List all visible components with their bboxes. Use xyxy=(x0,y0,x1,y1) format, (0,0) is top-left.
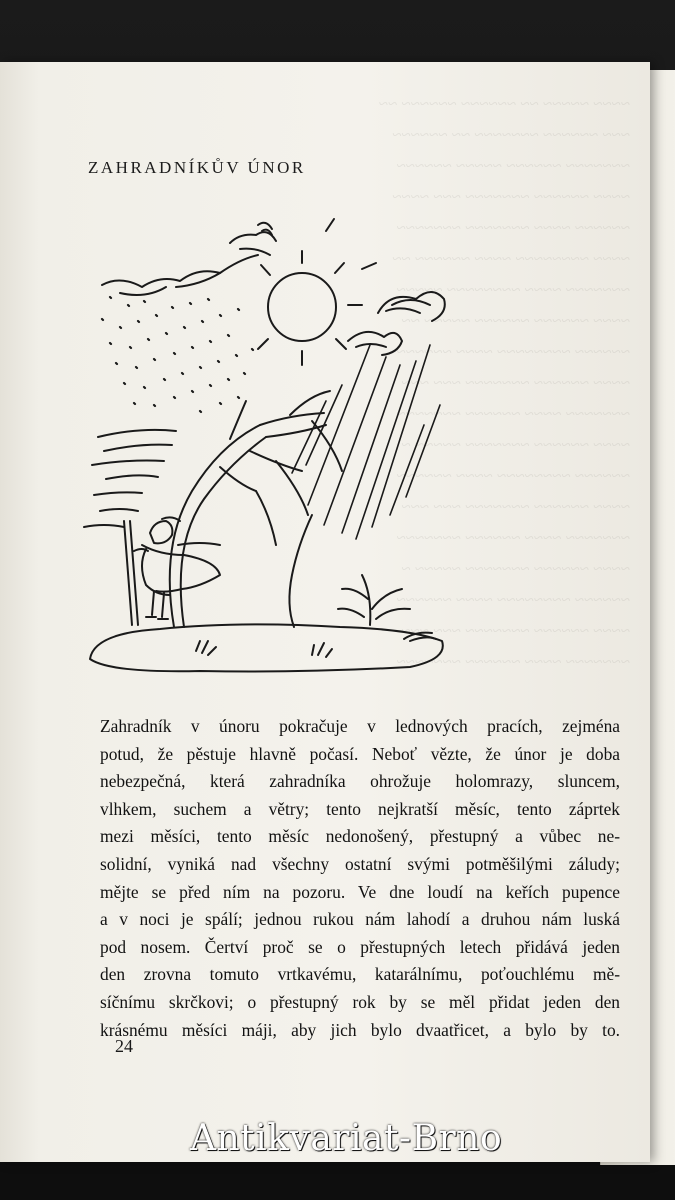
text-line: vlhkem, suchem a větry; tento nejkratší měsíc, tento záprtek xyxy=(100,798,620,819)
text-line: pod nosem. Čertví proč se o přestupných letech přidává jeden xyxy=(100,936,620,957)
text-line: mějte se před ním na pozoru. Ve dne loudí na keřích pupence xyxy=(100,881,620,902)
text-line: a v noci je spálí; jednou rukou nám lahodí a druhou nám luská xyxy=(100,909,620,930)
watermark-text: Antikvariat-Brno xyxy=(190,1118,503,1159)
gardener-in-storm-illustration xyxy=(80,215,500,685)
cloud-icon xyxy=(102,223,276,295)
body-paragraph xyxy=(100,713,620,1044)
text-line: mezi měsíci, tento měsíc nedonošený, přestupný a vůbec ne- xyxy=(100,826,620,847)
show-through-text: ~~~~ ~~~~~ ~~ ~~~~~~ ~~~~~~ ~~ ~~~ ~~~~~~ ~~~~~~~ ~~ ~~~~~~ ~~~~~~~ ~~~~~~ ~~~~~ ~~~~~~ ~~~~ ~~~~~~ ~~~~~~~ ~~~ ~~~~ ~~~~~~ ~~~~ ~~~~~~~ ~~~~~~~ ~~~~ ~~~~~~~~ ~~~~ ~~~~~~ ~~ ~~~~~~~ ~~~~ ~~~~~~~~ ~~~~~ ~~~~ ~~~~~~ ~~~~~~ ~~~~~ ~~ ~~~~~~ ~~~~~~~~ ~~~~ ~~~~~~ ~~~~ ~~~~~~ ~~~~~~~ ~~~ ~~~ ~~~~~~~ ~~~~ ~~~~~~ ~~~~~~~ ~~~~ ~~~~~~ ~~~~~~~ ~~~~~ ~ ~~~~~~ ~~~~~~~~ ~~~~ ~~~~~~ ~~~~ ~~~~~~ ~~~~~~~ ~~~ ~~~ ~~~~~~~ ~~~~ ~~~~~~ ~~~~~~~ ~~~~ ~~~~~~ ~~~~~~~ ~~~~~ ~ ~~~~~~ ~~~~~~~~ ~~~~ ~~~~~~ ~~~~ ~~~~~~ ~~~~~~~ ~~~ ~~~ ~~~~~~~ ~~~~ ~~~~~~ ~~~~~~~ xyxy=(378,94,630,671)
page-number: 24 xyxy=(115,1036,133,1056)
text-line: Zahradník v únoru pokračuje v lednových pracích, zejména xyxy=(100,716,620,736)
text-line: síčnímu skrčkovi; o přestupný rok by se měl přidat jeden den xyxy=(100,991,620,1012)
text-line: nebezpečná, která zahradníka ohrožuje holomrazy, sluncem, xyxy=(100,771,620,792)
tree-icon xyxy=(170,391,342,627)
running-header: ZAHRADNÍKŮV ÚNOR xyxy=(88,158,306,177)
bush-icon xyxy=(338,575,410,625)
text-line: krásnému měsíci máji, aby jich bylo dvaatřicet, a bylo by to. xyxy=(100,1019,620,1040)
rain-lines xyxy=(292,345,440,539)
text-line: potud, že pěstuje hlavně počasí. Neboť vězte, že únor je doba xyxy=(100,743,620,764)
snowflakes xyxy=(102,297,253,412)
text-line: solidní, vyniká nad všechny ostatní svými potměšilými záludy; xyxy=(100,853,620,874)
text-line: den zrovna tomuto vrtkavému, katarálnímu, poťouchlému mě- xyxy=(100,964,620,985)
ground-mound xyxy=(90,624,443,671)
